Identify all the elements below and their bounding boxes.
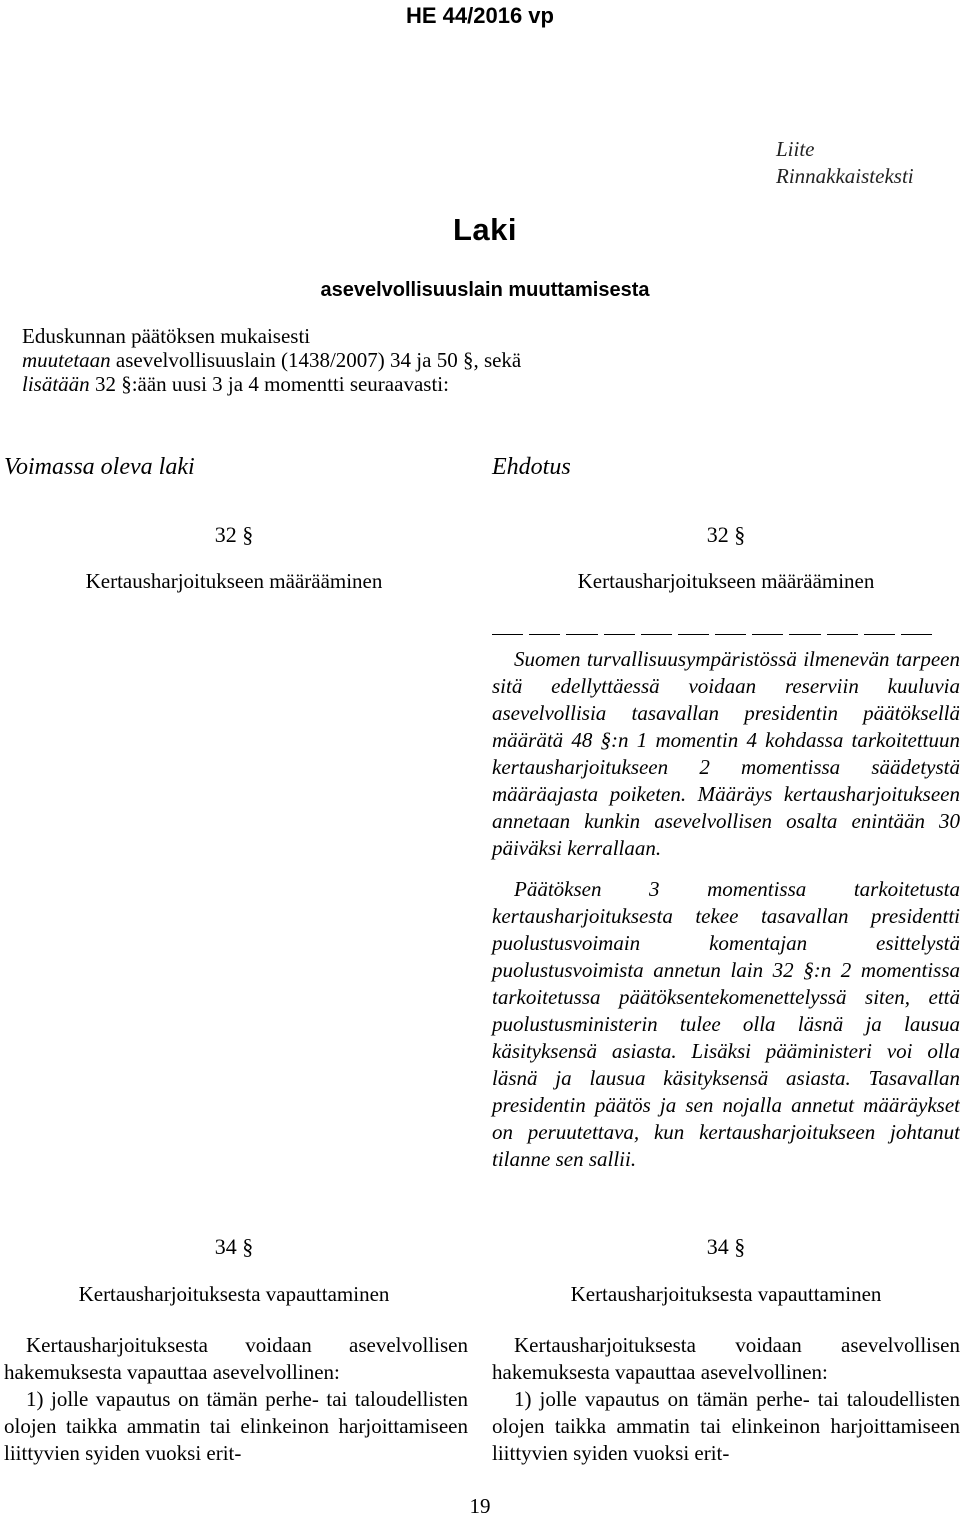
right-section-34-item-1: 1) jolle vapautus on tämän perhe- tai taloudellisten olojen taikka ammatin tai elinkeinon harjoittamiseen liittyvien syiden vuoksi erit- bbox=[492, 1387, 960, 1465]
intro-amend-text: asevelvollisuuslain (1438/2007) 34 ja 50 §, sekä bbox=[110, 348, 522, 372]
document-code: HE 44/2016 vp bbox=[406, 3, 554, 28]
appendix-label bbox=[776, 136, 914, 190]
intro-add-keyword: lisätään bbox=[22, 372, 90, 396]
intro-add-text: 32 §:ään uusi 3 ja 4 momentti seuraavasti: bbox=[89, 372, 449, 396]
right-section-32-number: 32 § bbox=[706, 522, 746, 547]
law-title: Laki bbox=[452, 212, 518, 247]
left-section-34-paragraph: Kertausharjoituksesta voidaan asevelvollisen hakemuksesta vapauttaa asevelvollinen: bbox=[4, 1333, 468, 1384]
proposal-heading: Ehdotus bbox=[492, 454, 571, 480]
law-intro bbox=[22, 324, 642, 396]
section-32-paragraph-4: Päätöksen 3 momentissa tarkoitetusta kertausharjoituksesta tekee tasavallan presidentti puolustusvoimain komentajan esittelystä puolustusvoimista annetun lain 32 §:n 2 momentissa tarkoitetussa päätöksentekomenettelyssä siten, että puolustusministerin tulee olla läsnä ja lausua käsityksensä asiasta. Lisäksi pääministeri voi olla läsnä ja lausua käsityksensä asiasta. Tasavallan presidentin päätös ja sen nojalla annetut määräykset on peruutettava, kun kertausharjoitukseen johtanut tilanne sen sallii. bbox=[492, 877, 960, 1171]
current-law-heading: Voimassa oleva laki bbox=[4, 454, 195, 480]
left-section-34-title: Kertausharjoituksesta vapauttaminen bbox=[78, 1282, 390, 1306]
intro-line-3 bbox=[22, 372, 642, 396]
omission-marker bbox=[492, 626, 932, 642]
page-number: 19 bbox=[469, 1494, 491, 1518]
right-section-34-number: 34 § bbox=[706, 1234, 746, 1259]
left-section-32-title: Kertausharjoitukseen määrääminen bbox=[85, 569, 383, 593]
intro-amend-keyword: muutetaan bbox=[22, 348, 111, 372]
appendix-title: Liite bbox=[776, 137, 815, 161]
appendix-subtitle: Rinnakkaisteksti bbox=[776, 164, 914, 188]
intro-line-1: Eduskunnan päätöksen mukaisesti bbox=[22, 324, 311, 348]
left-section-34-number: 34 § bbox=[214, 1234, 254, 1259]
law-subtitle: asevelvollisuuslain muuttamisesta bbox=[320, 279, 650, 301]
right-section-34-title: Kertausharjoituksesta vapauttaminen bbox=[570, 1282, 882, 1306]
section-32-paragraph-3: Suomen turvallisuusympäristössä ilmenevän tarpeen sitä edellyttäessä voidaan reserviin kuuluvia asevelvollisia tasavallan presidentin päätöksellä määrätä 48 §:n 1 momentin 4 kohdassa tarkoitettuun kertausharjoitukseen 2 momentissa säädetystä määräajasta poiketen. Määräys kertausharjoitukseen annetaan kunkin asevelvollisen osalta enintään 30 päiväksi kerrallaan. bbox=[492, 647, 960, 860]
left-section-34-item-1: 1) jolle vapautus on tämän perhe- tai taloudellisten olojen taikka ammatin tai elinkeinon harjoittamiseen liittyvien syiden vuoksi erit- bbox=[4, 1387, 468, 1465]
intro-line-2 bbox=[22, 348, 642, 372]
right-section-32-title: Kertausharjoitukseen määrääminen bbox=[577, 569, 875, 593]
right-section-34-paragraph: Kertausharjoituksesta voidaan asevelvollisen hakemuksesta vapauttaa asevelvollinen: bbox=[492, 1333, 960, 1384]
left-section-32-number: 32 § bbox=[214, 522, 254, 547]
